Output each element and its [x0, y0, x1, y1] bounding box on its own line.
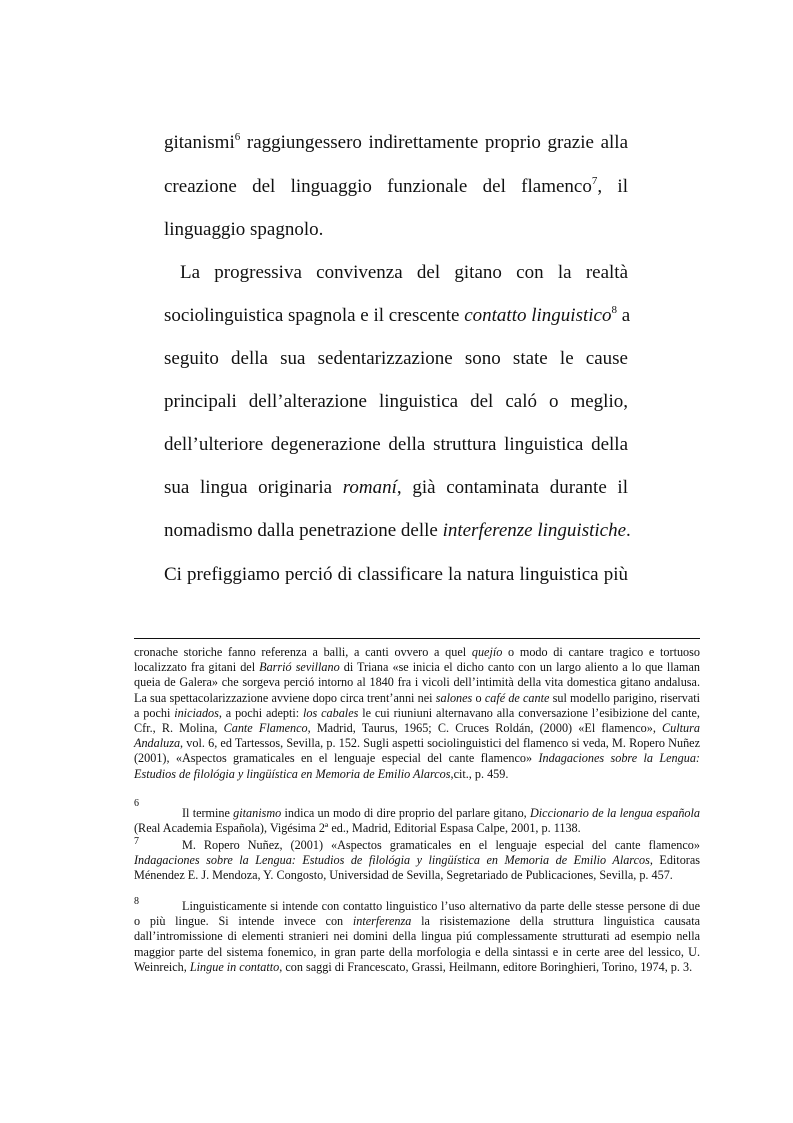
- footnote-6: Il termine gitanismo indica un modo di dire proprio del parlare gitano, Diccionario de la lengua española (Real Academia Española), Vigésima 2ª ed., Madrid, Editorial Espasa Calpe, 2001, p. 1138.: [134, 806, 701, 836]
- body-line-4: La progressiva convivenza del gitano con la realtà: [180, 262, 628, 283]
- footnote-number-7: 7: [134, 836, 139, 847]
- footnote-ref-7[interactable]: 7: [591, 175, 598, 187]
- footnote-continuation: cronache storiche fanno referenza a balli, a canti ovvero a quel quejío o modo di cantare tragico e tortuoso localizzato fra gitani del Barrió sevillano di Triana «se inicia el dicho canto con un largo aliento a lo que llaman queia de Galera» che sorgeva perció intorno al 1840 fra i vicoli dell’intimità della vita domestica gitano andalusa. La sua spettacolarizzazione avviene dopo circa trent’anni nei salones o café de cante sul modello parigino, riservati a pochi iniciados, a pochi adepti: los cabales le cui riuniuni alternavano alla conversazione l’esibizione del cante, Cfr., R. Molina, Cante Flamenco, Madrid, Taurus, 1965; C. Cruces Roldán, (2000) «El flamenco», Cultura Andaluza, vol. 6, ed Tartessos, Sevilla, p. 152. Sugli aspetti sociolinguistici del flamenco si veda, M. Ropero Nuñez (2001), «Aspectos gramaticales en el lenguaje especial del cante flamenco» Indagaciones sobre la Lengua: Estudios de filológia y lingüística en Memoria de Emilio Alarcos,cit., p. 459.: [134, 645, 701, 781]
- body-line-3: linguaggio spagnolo.: [164, 219, 324, 240]
- footnote-8: Linguisticamente si intende con contatto linguistico l’uso alternativo da parte delle stesse persone di due o più lingue. Si intende invece con interferenza la risistemazione della struttura linguistica causata dall’intromissione di elementi stranieri nei domini della lingua piú complessamente strutturati ad esempio nella maggior parte del sistema fonemico, in gran parte della morfologia e della sintassi e in certe aree del lessico, U. Weinreich, Lingue in contatto, con saggi di Francescato, Grassi, Heilmann, editore Boringhieri, Torino, 1974, p. 3.: [134, 899, 700, 974]
- body-line-2: creazione del linguaggio funzionale del flamenco$^7$, il: [164, 175, 628, 197]
- body-line-11: Ci prefiggiamo perció di classificare la natura linguistica più: [164, 564, 628, 585]
- body-line-1: gitanismi$^6$ raggiungessero indirettamente proprio grazie alla: [164, 131, 628, 153]
- footnote-ref-8[interactable]: 8: [611, 304, 617, 316]
- footnote-number-8: 8: [134, 896, 139, 907]
- footnote-7: M. Ropero Nuñez, (2001) «Aspectos gramaticales en el lenguaje especial del cante flamenco» Indagaciones sobre la Lengua: Estudios de filológia y lingüística en Memoria de Emilio Alarcos, Editoras Ménendez E. J. Mendoza, Y. Congosto, Universidad de Sevilla, Segretariado de Publicaciones, Sevilla, p. 457.: [134, 838, 700, 883]
- body-line-7: principali dell’alterazione linguistica del caló o meglio,: [164, 391, 628, 412]
- body-line-5: sociolinguistica spagnola e il crescente contatto linguistico$^8$ a: [164, 304, 631, 326]
- footnote-ref-6[interactable]: 6: [234, 131, 241, 143]
- footnote-separator: [134, 638, 700, 639]
- footnote-number-6: 6: [134, 798, 139, 809]
- body-line-10: nomadismo dalla penetrazione delle interferenze linguistiche.: [164, 520, 631, 541]
- body-line-6: seguito della sua sedentarizzazione sono state le cause: [164, 348, 628, 369]
- body-line-9: sua lingua originaria romaní, già contaminata durante il: [164, 477, 628, 498]
- body-line-8: dell’ulteriore degenerazione della struttura linguistica della: [164, 434, 628, 455]
